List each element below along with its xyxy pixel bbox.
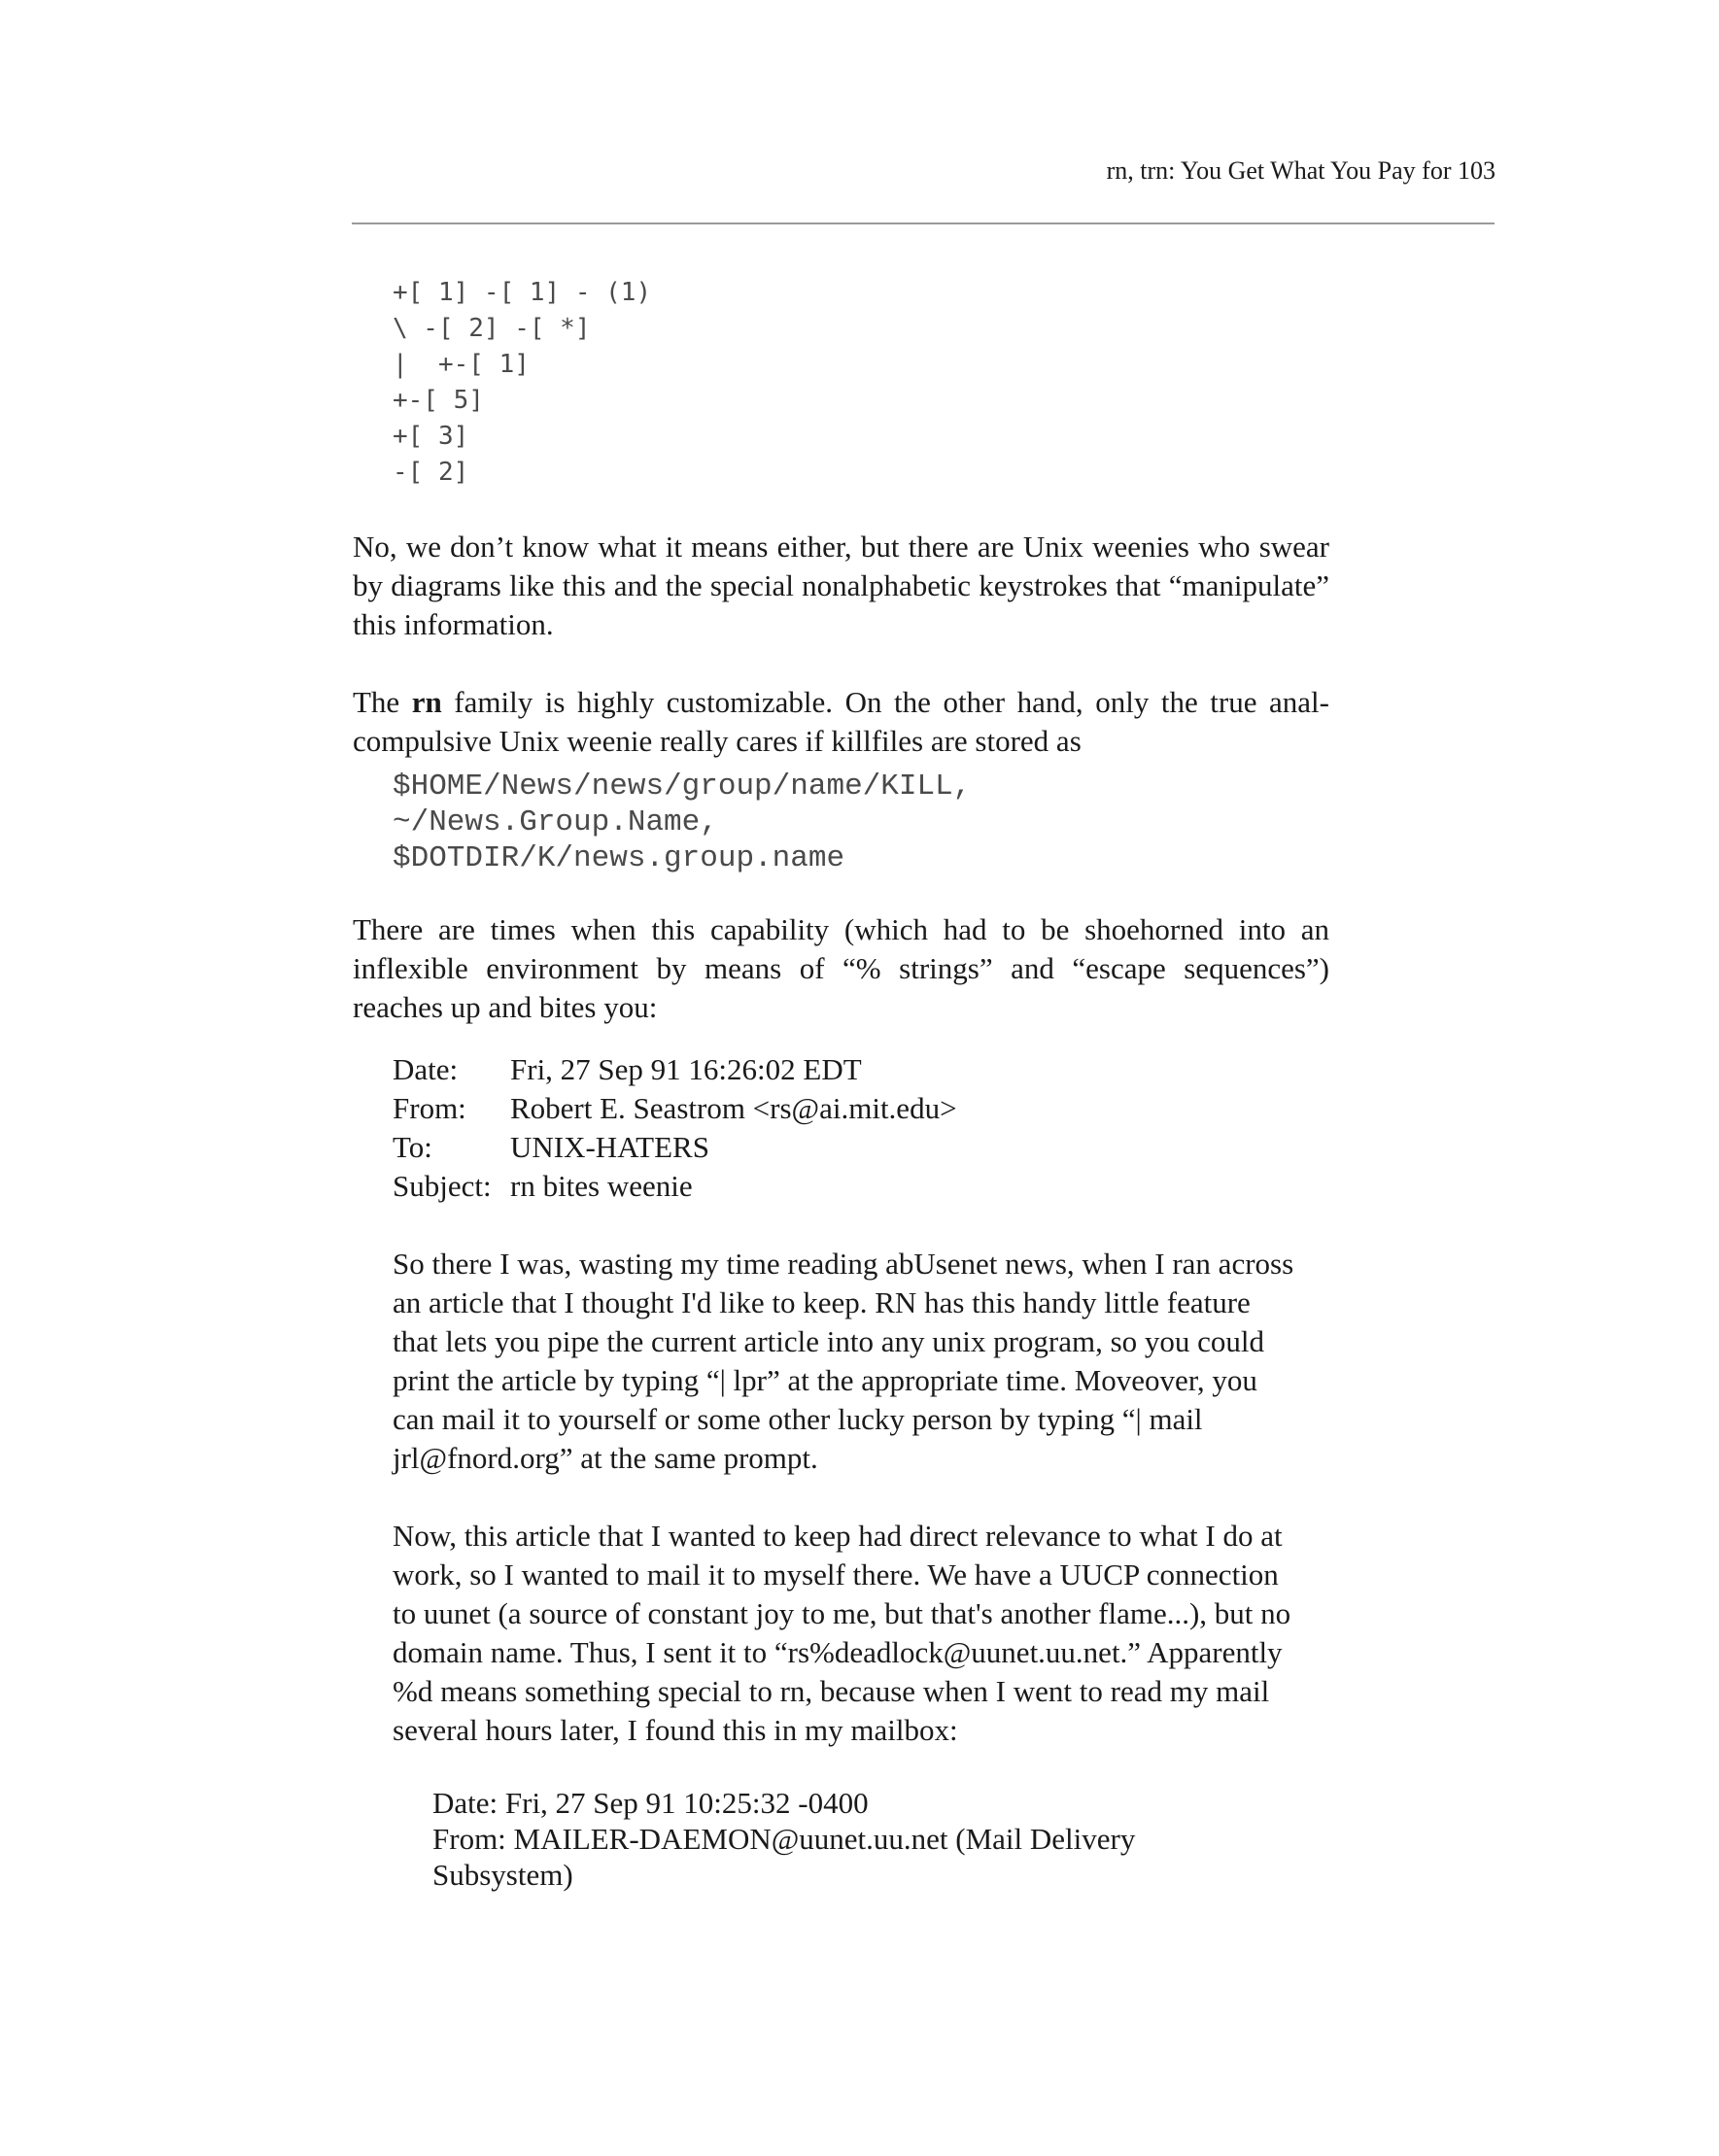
inner-from-line: From: MAILER-DAEMON@uunet.uu.net (Mail Delivery Subsystem) [432, 1822, 1136, 1892]
thread-tree-diagram [393, 275, 1329, 491]
tree-line: +[ 1] -[ 1] - (1) [393, 278, 652, 307]
tree-line: -[ 2] [393, 458, 469, 487]
body-paragraph-customizable [353, 683, 1329, 761]
page-content [353, 275, 1329, 1893]
email-header-subject [393, 1167, 1296, 1206]
header-key: Date: [393, 1052, 459, 1086]
paragraph-text: family is highly customizable. On the other hand, only the true anal-compulsive Unix weenie really cares if killfiles are stored as [353, 685, 1329, 758]
header-value: Fri, 27 Sep 91 16:26:02 EDT [510, 1052, 862, 1086]
email-header-date [393, 1050, 1296, 1089]
paragraph-text: The [353, 685, 412, 719]
tree-line: | +-[ 1] [393, 350, 530, 379]
killfile-path: $DOTDIR/K/news.group.name [393, 841, 845, 875]
header-key: To: [393, 1130, 432, 1164]
running-head: rn, trn: You Get What You Pay for 103 [1106, 156, 1496, 185]
rn-command-name: rn [411, 685, 442, 719]
email-header-to [393, 1128, 1296, 1167]
killfile-paths [393, 769, 1329, 876]
email-header-from [393, 1089, 1296, 1128]
inner-quoted-email [432, 1785, 1268, 1893]
header-rule [352, 222, 1495, 224]
body-paragraph-escape-sequences: There are times when this capability (which had to be shoehorned into an inflexible environment by means of “% strings” and “escape sequences”) reaches up and bites you: [353, 912, 1329, 1024]
header-value: rn bites weenie [510, 1169, 693, 1203]
email-body-paragraph: So there I was, wasting my time reading abUsenet news, when I ran across an article that I thought I'd like to keep. RN has this handy little feature that lets you pipe the current article into any unix program, so you could print the article by typing “| lpr” at the appropriate time. Moveover, you can mail it to yourself or some other lucky person by typing “| mail jrl@fnord.org” at the same prompt. [393, 1247, 1294, 1475]
tree-line: \ -[ 2] -[ *] [393, 314, 591, 343]
header-key: Subject: [393, 1169, 492, 1203]
quoted-email [393, 1050, 1296, 1893]
body-paragraph-diagrams: No, we don’t know what it means either, but there are Unix weenies who swear by diagrams like this and the special nonalphabetic keystrokes that “manipulate” this information. [353, 530, 1329, 641]
inner-date-line: Date: Fri, 27 Sep 91 10:25:32 -0400 [432, 1786, 869, 1820]
tree-line: +[ 3] [393, 422, 469, 451]
email-body-paragraph: Now, this article that I wanted to keep had direct relevance to what I do at work, so I wanted to mail it to myself there. We have a UUCP connection to uunet (a source of constant joy to me, but that's another flame...), but no domain name. Thus, I sent it to “rs%deadlock@uunet.uu.net.” Apparently %d means something special to rn, because when I went to read my mail several hours later, I found this in my mailbox: [393, 1519, 1291, 1747]
killfile-path: $HOME/News/news/group/name/KILL, [393, 770, 972, 804]
header-value: Robert E. Seastrom <rs@ai.mit.edu> [510, 1091, 957, 1125]
header-key: From: [393, 1091, 466, 1125]
killfile-path: ~/News.Group.Name, [393, 805, 718, 839]
tree-line: +-[ 5] [393, 386, 484, 415]
header-value: UNIX-HATERS [510, 1130, 709, 1164]
